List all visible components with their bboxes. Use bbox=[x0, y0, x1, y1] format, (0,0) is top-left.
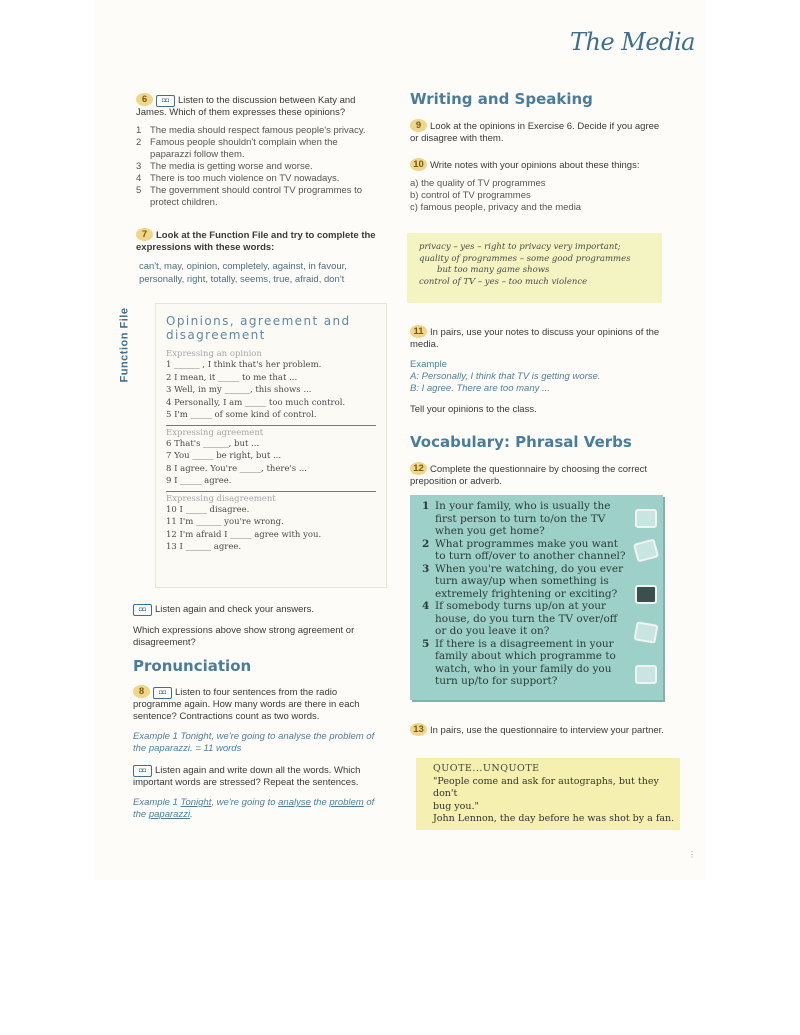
exercise-11-example: Example A: Personally, I think that TV is getting worse. B: I agree. There are too many ... bbox=[410, 359, 601, 394]
list-item: 1 The media should respect famous people's privacy. bbox=[136, 125, 366, 136]
chapter-title: The Media bbox=[570, 28, 695, 56]
exercise-9-instruction: 9 Look at the opinions in Exercise 6. Decide if you agree or disagree with them. bbox=[410, 120, 660, 144]
divider bbox=[166, 425, 376, 426]
tv-icon bbox=[635, 509, 657, 528]
exercise-6-list bbox=[136, 125, 380, 209]
function-file-title-1: Opinions, agreement and bbox=[166, 314, 351, 328]
expression-line: 12 I'm afraid I _____ agree with you. bbox=[166, 529, 322, 540]
expression-line: 7 You _____ be right, but ... bbox=[166, 451, 282, 461]
exercise-11-instruction: 11 In pairs, use your notes to discuss your opinions of the media. bbox=[410, 326, 660, 350]
list-item: 3 The media is getting worse and worse. bbox=[136, 161, 313, 172]
sample-notes bbox=[407, 233, 662, 303]
listen-again-instruction: ◘◘ Listen again and check your answers. bbox=[133, 604, 383, 616]
exercise-number-badge: 6 bbox=[136, 93, 153, 106]
exercise-number-badge: 10 bbox=[410, 158, 427, 171]
question-4: 4 If somebody turns up/on at your house, do you turn the TV over/off or do you leave it on? bbox=[422, 600, 618, 637]
which-expressions-question: Which expressions above show strong agreement or disagreement? bbox=[133, 625, 355, 648]
note-line: but too many game shows bbox=[437, 265, 550, 275]
expression-line: 11 I'm ______ you're wrong. bbox=[166, 517, 284, 527]
group-subtitle: Expressing agreement bbox=[166, 427, 264, 438]
function-file-box bbox=[155, 303, 387, 588]
exercise-13-instruction: 13 In pairs, use the questionnaire to interview your partner. bbox=[410, 723, 665, 737]
exercise-10-instruction: 10 Write notes with your opinions about these things: bbox=[410, 158, 670, 172]
function-file-tab: Function File bbox=[118, 307, 131, 383]
exercise-number-badge: 11 bbox=[410, 325, 427, 338]
note-line: privacy – yes – right to privacy very important; bbox=[419, 242, 621, 252]
margin-dots: ⋮ bbox=[688, 850, 696, 859]
group-subtitle: Expressing disagreement bbox=[166, 493, 276, 504]
note-line: quality of programmes – some good programmes bbox=[419, 253, 631, 264]
exercise-number-badge: 12 bbox=[410, 462, 427, 475]
list-item: c) famous people, privacy and the media bbox=[410, 202, 582, 213]
exercise-7-instruction: 7 Look at the Function File and try to complete the expressions with these words: bbox=[136, 229, 376, 253]
question-5: 5 If there is a disagreement in your family about which programme to watch, who in your family do you turn up/to for support? bbox=[422, 637, 616, 687]
word-box: can't, may, opinion, completely, against, in favour, personally, right, totally, seems, true, afraid, don't bbox=[139, 261, 347, 285]
list-item: a) the quality of TV programmes bbox=[410, 178, 546, 189]
exercise-number-badge: 7 bbox=[136, 228, 153, 241]
exercise-number-badge: 13 bbox=[410, 723, 427, 736]
expression-line: 2 I mean, it _____ to me that ... bbox=[166, 372, 298, 383]
tv-icon bbox=[633, 538, 659, 562]
expression-line: 13 I ______ agree. bbox=[166, 542, 242, 552]
quote-box bbox=[416, 758, 680, 830]
quote-text: bug you." bbox=[433, 800, 479, 812]
expression-line: 10 I _____ disagree. bbox=[166, 504, 250, 515]
group-subtitle: Expressing an opinion bbox=[166, 349, 262, 359]
tell-opinions: Tell your opinions to the class. bbox=[410, 404, 537, 415]
tv-icon bbox=[635, 665, 657, 684]
writing-speaking-heading: Writing and Speaking bbox=[410, 90, 593, 108]
vocabulary-heading: Vocabulary: Phrasal Verbs bbox=[410, 433, 632, 451]
quote-text: "People come and ask for autographs, but they don't bbox=[433, 775, 659, 799]
expression-line: 5 I'm _____ of some kind of control. bbox=[166, 410, 317, 420]
cd-icon: ◘◘ bbox=[156, 95, 175, 107]
tv-icon bbox=[635, 585, 657, 604]
cd-icon: ◘◘ bbox=[153, 687, 172, 699]
example-2: Example 1 Tonight, we're going to analyse the problem of the paparazzi. bbox=[133, 797, 375, 820]
question-3: 3 When you're watching, do you ever turn away/up when something is extremely frightening or exciting? bbox=[422, 562, 624, 600]
list-item: b) control of TV programmes bbox=[410, 190, 531, 201]
quote-author: John Lennon, the day before he was shot by a fan. bbox=[433, 813, 675, 824]
questionnaire-box bbox=[410, 495, 663, 700]
tv-icon bbox=[634, 621, 659, 644]
question-2: 2 What programmes make you want to turn off/over to another channel? bbox=[422, 537, 626, 562]
note-line: control of TV – yes – too much violence bbox=[419, 276, 588, 287]
expression-line: 1 ______ , I think that's her problem. bbox=[166, 360, 322, 370]
cd-icon: ◘◘ bbox=[133, 604, 152, 616]
pronunciation-heading: Pronunciation bbox=[133, 657, 252, 675]
question-1: 1 In your family, who is usually the first person to turn to/on the TV when you get home? bbox=[422, 500, 611, 537]
listen-write-instruction: ◘◘ Listen again and write down all the words. Which important words are stressed? Repeat the sentences. bbox=[133, 765, 361, 788]
expression-line: 6 That's ______, but ... bbox=[166, 438, 260, 449]
function-file-title-2: disagreement bbox=[166, 328, 266, 342]
exercise-8-instruction: 8 ◘◘ Listen to four sentences from the radio programme again. How many words are there in each sentence? Contractions count as two words. bbox=[133, 686, 360, 722]
expression-line: 8 I agree. You're _____, there's ... bbox=[166, 463, 307, 474]
exercise-number-badge: 8 bbox=[133, 685, 150, 698]
list-item: 5 The government should control TV programmes to protect children. bbox=[136, 185, 363, 208]
list-item: 2 Famous people shouldn't complain when the paparazzi follow them. bbox=[136, 137, 338, 160]
example-1: Example 1 Tonight, we're going to analyse the problem of the paparazzi. = 11 words bbox=[133, 731, 375, 754]
expression-line: 9 I _____ agree. bbox=[166, 476, 232, 486]
exercise-12-instruction: 12 Complete the questionnaire by choosing the correct preposition or adverb. bbox=[410, 463, 648, 487]
exercise-number-badge: 9 bbox=[410, 119, 427, 132]
divider bbox=[166, 491, 376, 492]
exercise-6-instruction: 6 ◘◘ Listen to the discussion between Katy and James. Which of them expresses these opinions? bbox=[136, 94, 356, 118]
expression-line: 3 Well, in my ______, this shows ... bbox=[166, 385, 312, 395]
expression-line: 4 Personally, I am _____ too much control. bbox=[166, 397, 346, 408]
cd-icon: ◘◘ bbox=[133, 765, 152, 777]
list-item: 4 There is too much violence on TV nowadays. bbox=[136, 173, 340, 184]
exercise-10-list bbox=[410, 178, 665, 214]
quote-title: QUOTE...UNQUOTE bbox=[433, 763, 540, 774]
